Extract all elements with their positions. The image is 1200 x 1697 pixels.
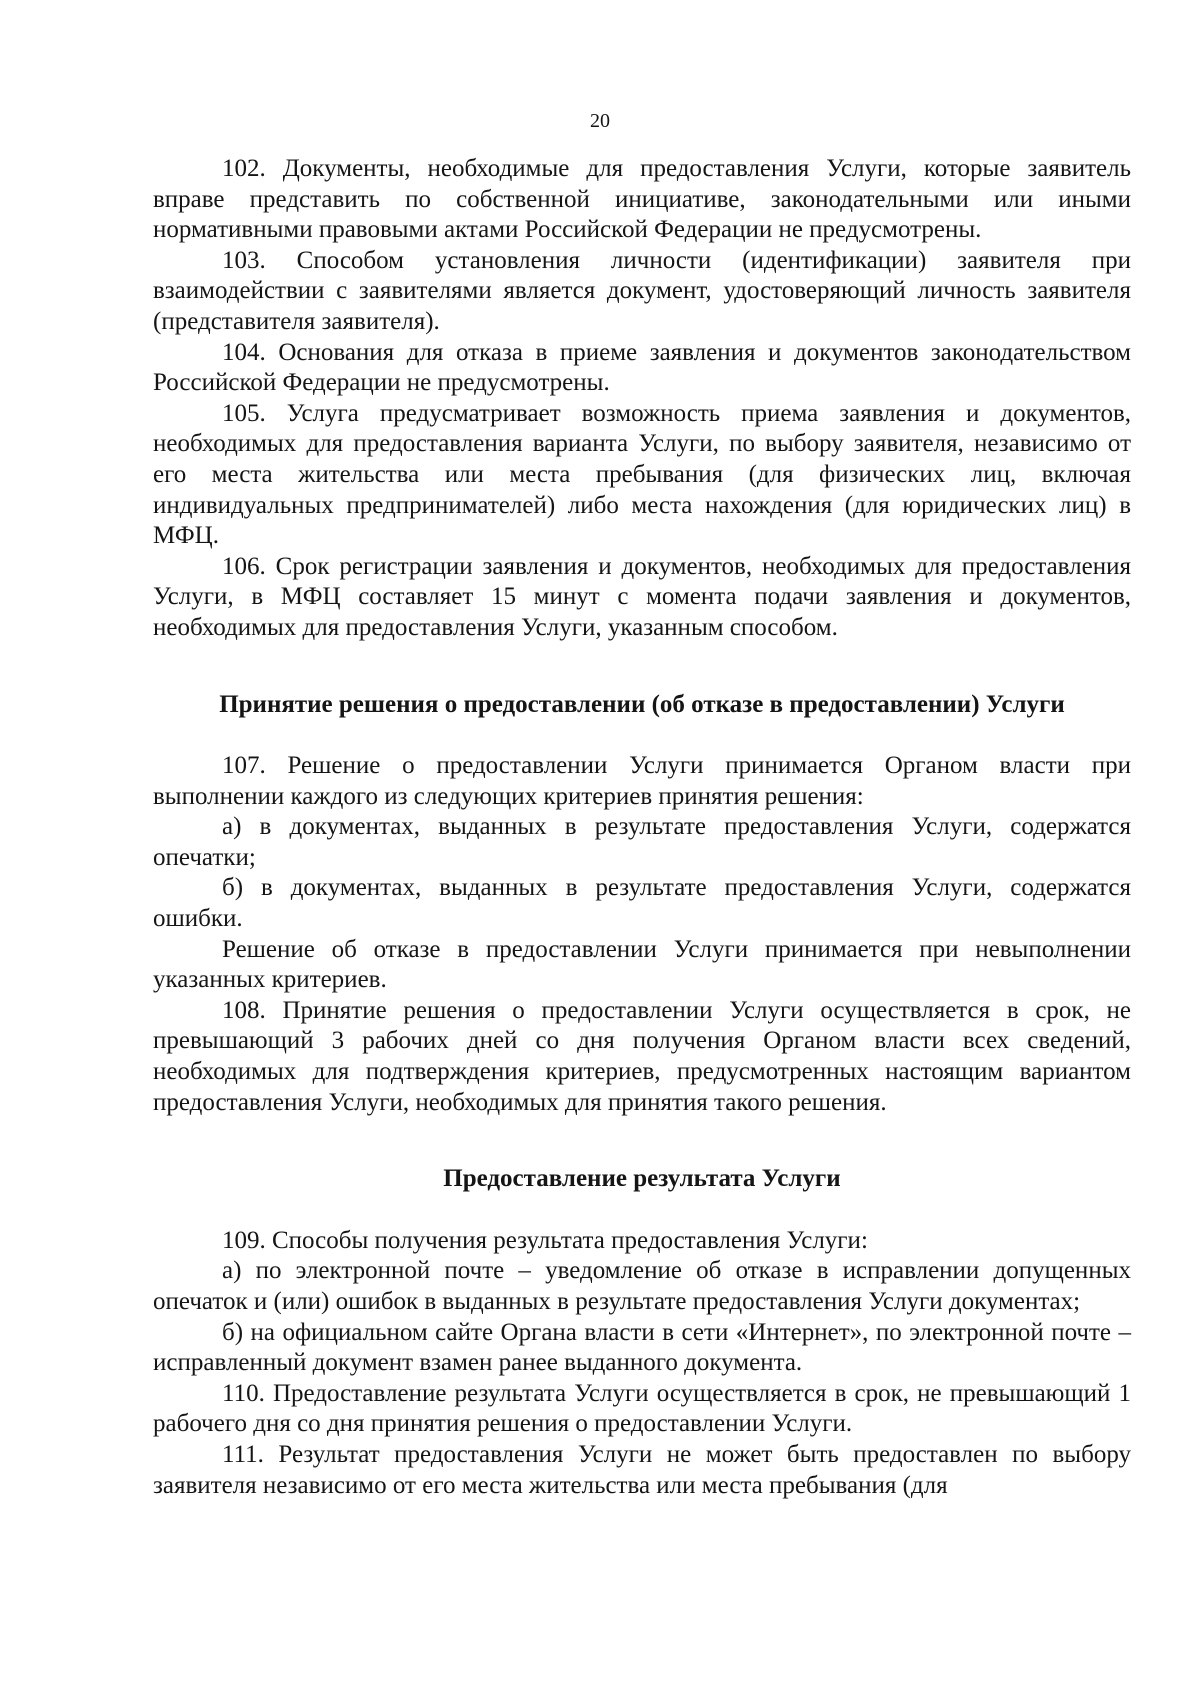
paragraph-107-b: б) в документах, выданных в результате предоставления Услуги, содержатся ошибки.	[153, 874, 1131, 933]
paragraph-108: 108. Принятие решения о предоставлении Услуги осуществляется в срок, не превышающий 3 рабочих дней со дня получения Органом власти всех сведений, необходимых для подтверждения критериев, предусмотренных настоящим вариантом предоставления Услуги, необходимых для принятия такого решения.	[153, 996, 1131, 1116]
paragraph-103: 103. Способом установления личности (идентификации) заявителя при взаимодействии с заявителями является документ, удостоверяющий личность заявителя (представителя заявителя).	[153, 246, 1131, 335]
paragraph-109: 109. Способы получения результата предоставления Услуги:	[222, 1226, 868, 1254]
paragraph-107-a: а) в документах, выданных в результате предоставления Услуги, содержатся опечатки;	[153, 813, 1131, 871]
paragraph-105: 105. Услуга предусматривает возможность приема заявления и документов, необходимых для предоставления варианта Услуги, по выбору заявителя, независимо от его места жительства или места пребывания (для физических лиц, включая индивидуальных предпринимателей) либо места нахождения (для юридических лиц) в МФЦ.	[153, 399, 1131, 550]
section-gap	[153, 720, 1131, 751]
section-gap	[153, 1195, 1131, 1226]
paragraph-refusal: Решение об отказе в предоставлении Услуги принимается при невыполнении указанных критериев.	[153, 935, 1131, 994]
paragraph-106: 106. Срок регистрации заявления и документов, необходимых для предоставления Услуги, в МФЦ составляет 15 минут с момента подачи заявления и документов, необходимых для предоставления Услуги, указанным способом.	[153, 552, 1131, 641]
section-gap	[153, 644, 1131, 690]
paragraph-109-a: а) по электронной почте – уведомление об отказе в исправлении допущенных опечаток и (или) ошибок в выданных в результате предоставления Услуги документах;	[153, 1257, 1131, 1315]
page-content	[153, 154, 1131, 1501]
paragraph-104: 104. Основания для отказа в приеме заявления и документов законодательством Российской Федерации не предусмотрены.	[153, 338, 1131, 397]
section-heading-result: Предоставление результата Услуги	[443, 1165, 841, 1193]
section-heading-decision: Принятие решения о предоставлении (об отказе в предоставлении) Услуги	[219, 690, 1065, 718]
page-number: 20	[590, 110, 610, 132]
paragraph-107: 107. Решение о предоставлении Услуги принимается Органом власти при выполнении каждого из следующих критериев принятия решения:	[153, 752, 1131, 810]
paragraph-111: 111. Результат предоставления Услуги не может быть предоставлен по выбору заявителя независимо от его места жительства или места пребывания (для	[153, 1440, 1131, 1499]
paragraph-109-b: б) на официальном сайте Органа власти в сети «Интернет», по электронной почте – исправленный документ взамен ранее выданного документа.	[153, 1318, 1131, 1377]
paragraph-110: 110. Предоставление результата Услуги осуществляется в срок, не превышающий 1 рабочего дня со дня принятия решения о предоставлении Услуги.	[153, 1379, 1131, 1438]
section-gap	[153, 1118, 1131, 1164]
paragraph-102: 102. Документы, необходимые для предоставления Услуги, которые заявитель вправе представить по собственной инициативе, законодательными или иными нормативными правовыми актами Российской Федерации не предусмотрены.	[153, 155, 1131, 244]
